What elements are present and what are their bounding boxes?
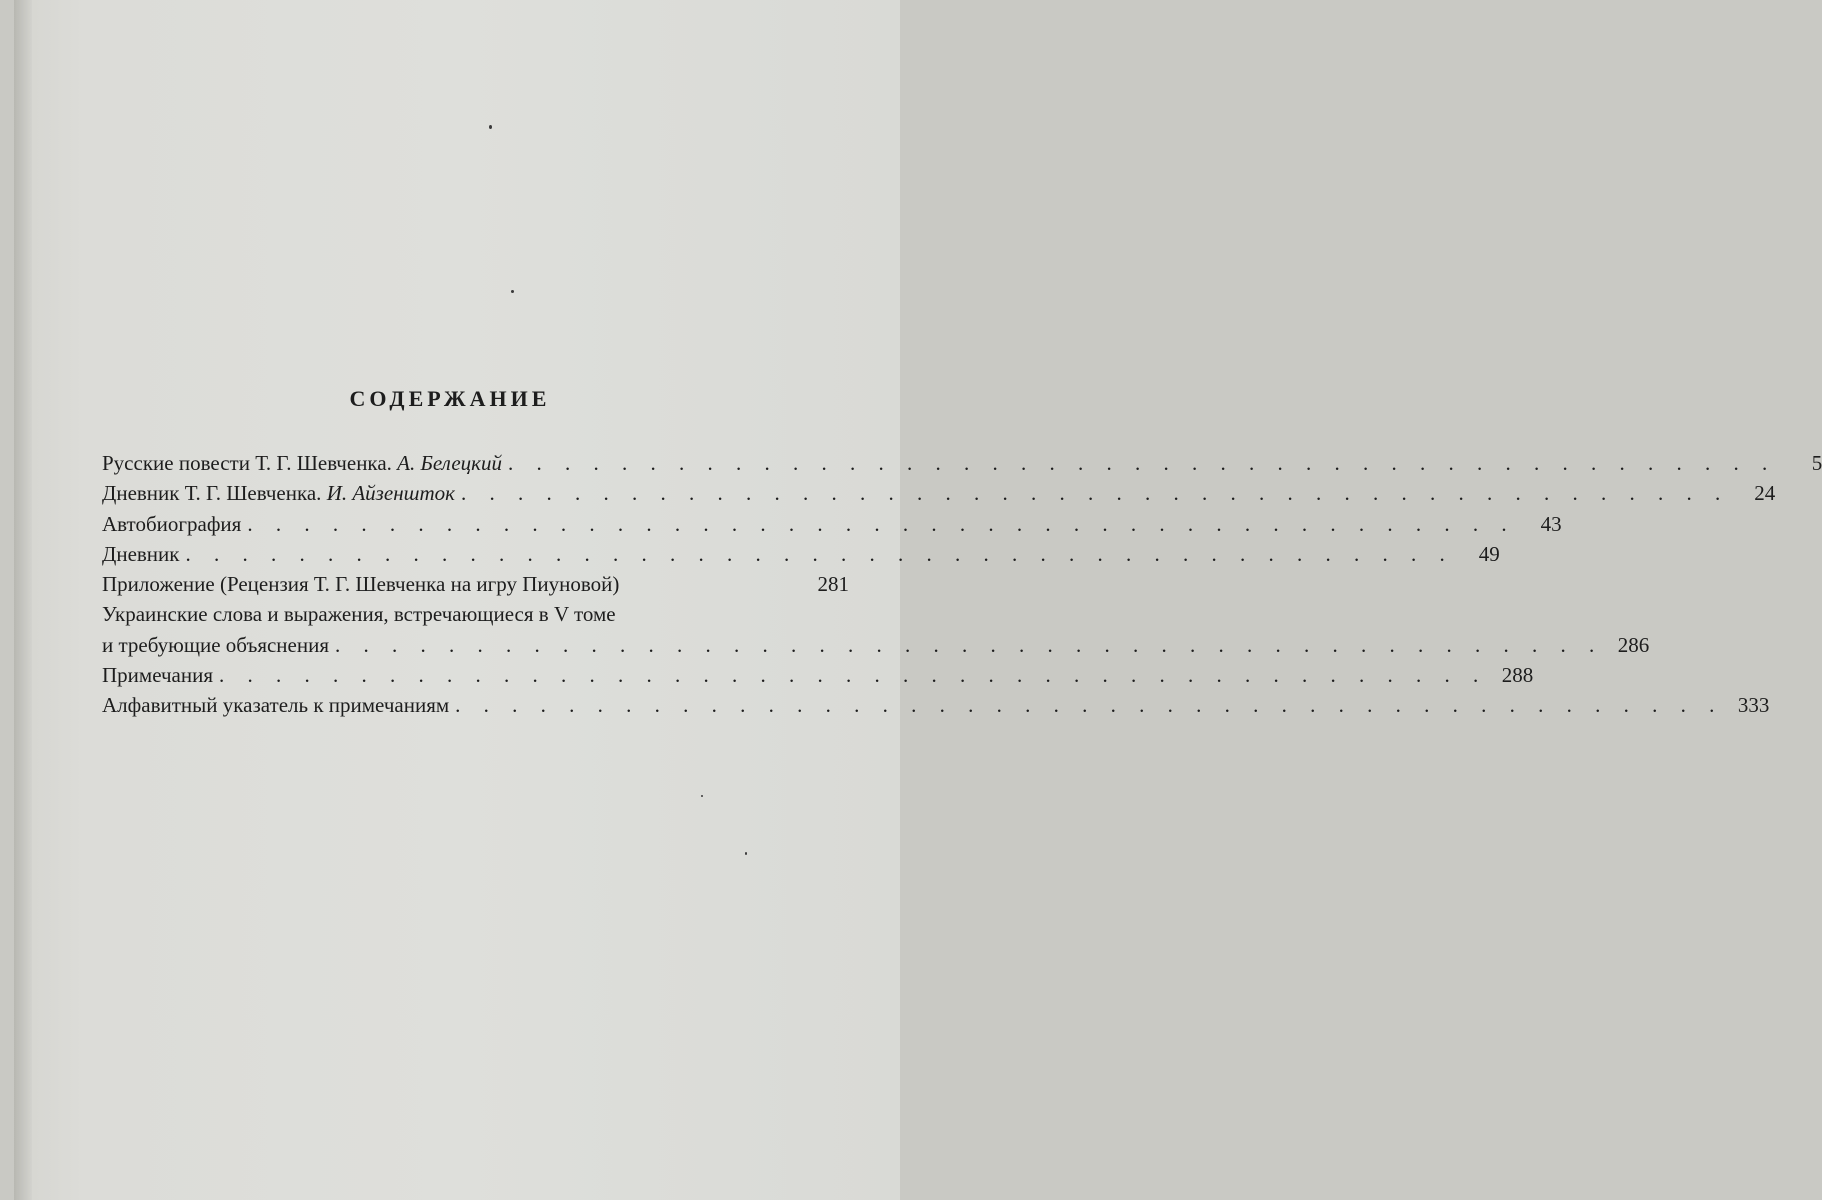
toc-entry-continuation <box>102 630 1650 660</box>
table-of-contents <box>102 448 1822 721</box>
toc-entry <box>102 448 1822 478</box>
toc-entry-title: Автобиография <box>102 511 242 536</box>
ink-speck <box>489 125 492 129</box>
ink-speck <box>701 795 703 797</box>
dot-leader: . . . . . . . . . . . . . . . . . . . . . . . . . . . . . . . . . . . . . . . . . . . . . <box>247 511 1516 536</box>
contents-heading: СОДЕРЖАНИЕ <box>349 386 551 411</box>
toc-entry-title: Приложение (Рецензия Т. Г. Шевченка на игру Пиуновой) <box>102 572 620 597</box>
toc-entry-title: Дневник <box>102 541 180 566</box>
toc-page-number: 24 <box>1754 481 1776 506</box>
toc-page-number: 43 <box>1540 511 1562 536</box>
ink-speck <box>511 290 514 293</box>
toc-page-number: 49 <box>1478 541 1500 566</box>
dot-leader: . . . . . . . . . . . . . . . . . . . . . . . . . . . . . . . . . . . . . . . . . . . . . <box>335 632 1604 657</box>
toc-entry <box>102 660 1534 690</box>
toc-entry <box>102 509 1562 539</box>
dot-leader: . . . . . . . . . . . . . . . . . . . . . . . . . . . . . . . . . . . . . . . . . . . . . <box>507 451 1777 475</box>
toc-entry <box>102 690 1770 720</box>
toc-page-number: 333 <box>1737 693 1770 718</box>
toc-page-number: 286 <box>1617 632 1650 657</box>
toc-page-number: 288 <box>1501 663 1534 688</box>
toc-entry-author: И. Айзеншток <box>326 481 455 506</box>
dot-leader: . . . . . . . . . . . . . . . . . . . . . . . . . . . . . . . . . . . . . . . . . . . . . <box>460 481 1730 506</box>
toc-page-number: 281 <box>817 572 849 597</box>
toc-entry-title: Алфавитный указатель к примечаниям <box>102 693 450 718</box>
toc-entry-title: Дневник Т. Г. Шевченка. И. Айзеншток <box>102 481 455 506</box>
toc-entry <box>102 569 849 599</box>
toc-entry-title: Примечания <box>102 663 214 688</box>
toc-page-number: 5 <box>1811 451 1822 475</box>
toc-entry <box>102 599 849 629</box>
dot-leader: . . . . . . . . . . . . . . . . . . . . . . . . . . . . . . . . . . . . . . . . . . . . . <box>455 693 1724 718</box>
ink-speck <box>745 852 747 855</box>
toc-entry-author: А. Белецкий <box>397 451 502 475</box>
toc-entry-title: Русские повести Т. Г. Шевченка. А. Белецкий <box>102 451 502 475</box>
toc-entry-title: Украинские слова и выражения, встречающиеся в V томе <box>102 602 616 627</box>
page-edge-shadow <box>14 0 32 1200</box>
dot-leader: . . . . . . . . . . . . . . . . . . . . . . . . . . . . . . . . . . . . . . . . . . . . . <box>185 541 1454 566</box>
toc-entry <box>102 539 1500 569</box>
dot-leader: . . . . . . . . . . . . . . . . . . . . . . . . . . . . . . . . . . . . . . . . . . . . . <box>219 663 1488 688</box>
toc-entry-title: и требующие объяснения <box>102 632 329 657</box>
toc-entry <box>102 478 1776 508</box>
